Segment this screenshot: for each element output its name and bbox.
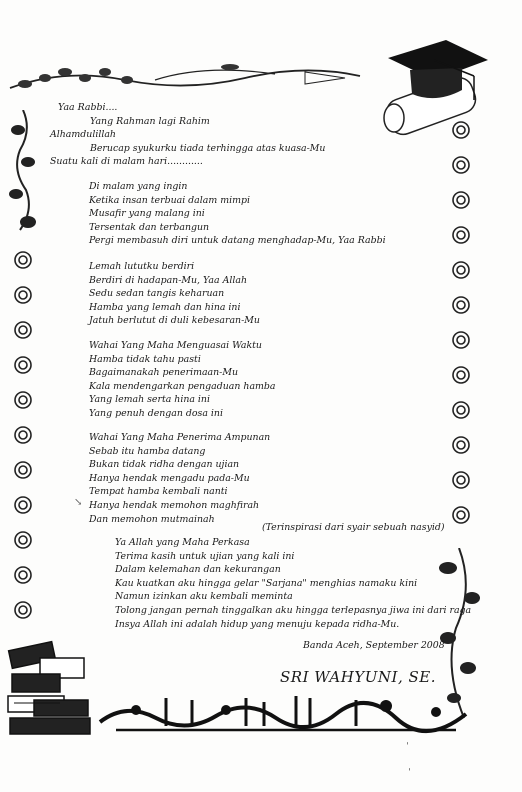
stanza-3: [89, 339, 276, 421]
inspiration-note: (Terinspirasi dari syair sebuah nasyid): [262, 522, 445, 533]
stray-mark: ˈ: [408, 768, 411, 779]
books-icon: [4, 640, 96, 740]
poem-line: Namun izinkan aku kembali meminta: [115, 591, 293, 603]
poem-line: Wahai Yang Maha Menguasai Waktu: [89, 340, 262, 351]
poem-line: Tempat hamba kembali nanti: [89, 486, 228, 498]
poem-line: Hanya hendak memohon maghfirah: [89, 499, 260, 511]
poem-line: Ketika insan terbuai dalam mimpi: [89, 194, 250, 206]
opening-block: [50, 101, 325, 169]
poem-line: Dalam kelemahan dan kekurangan: [115, 564, 281, 576]
poem-line: Berdiri di hadapan-Mu, Yaa Allah: [89, 274, 247, 286]
poem-line: Hanya hendak mengadu pada-Mu: [89, 472, 250, 484]
place-date: Banda Aceh, September 2008: [303, 640, 445, 651]
basmala-calligraphy: [96, 692, 470, 736]
poem-line: Tolong jangan pernah tinggalkan aku hingga terlepasnya jiwa ini dari raga: [115, 604, 472, 616]
poem-line: Yang lemah serta hina ini: [89, 394, 210, 406]
poem-line: Hamba yang lemah dan hina ini: [89, 301, 241, 313]
left-border-ornament: [8, 110, 38, 650]
poem-line: Terima kasih untuk ujian yang kali ini: [115, 550, 295, 562]
closing-block: [115, 536, 471, 631]
poem-line: Kau kuatkan aku hingga gelar "Sarjana" menghias namaku kini: [115, 577, 418, 589]
top-vine-icon: [5, 58, 365, 98]
poem-line: Hamba tidak tahu pasti: [89, 353, 201, 365]
opening-line: Berucap syukurku tiada terhingga atas kuasa-Mu: [90, 142, 326, 154]
stray-mark: ˈ: [406, 742, 409, 753]
poem-line: Pergi membasuh diri untuk datang menghadap-Mu, Yaa Rabbi: [89, 235, 386, 247]
stray-mark: ↘: [74, 497, 83, 508]
poem-line: Sebab itu hamba datang: [89, 445, 206, 457]
opening-line: Suatu kali di malam hari............: [50, 156, 203, 168]
poem-line: Ya Allah yang Maha Perkasa: [115, 537, 250, 548]
signature-name: SRI WAHYUNI, SE.: [280, 668, 436, 686]
opening-line: Alhamdulillah: [50, 129, 116, 141]
poem-line: Dan memohon mutmainah: [89, 513, 215, 525]
poem-line: Sedu sedan tangis keharuan: [89, 288, 225, 300]
poem-line: Bukan tidak ridha dengan ujian: [89, 459, 240, 471]
opening-line: Yang Rahman lagi Rahim: [90, 115, 210, 127]
poem-line: Lemah lututku berdiri: [89, 261, 195, 272]
poem-line: Jatuh berlutut di duli kebesaran-Mu: [89, 315, 260, 327]
poem-line: Yang penuh dengan dosa ini: [89, 407, 223, 419]
poem-line: Tersentak dan terbangun: [89, 221, 210, 233]
opening-line: Yaa Rabbi....: [58, 102, 118, 113]
poem-line: Insya Allah ini adalah hidup yang menuju kepada ridha-Mu.: [115, 618, 400, 630]
poem-line: Di malam yang ingin: [89, 181, 188, 192]
stanza-4: [89, 431, 270, 526]
right-border-ornament: [446, 110, 476, 580]
poem-line: Wahai Yang Maha Penerima Ampunan: [89, 432, 271, 443]
stanza-2: [89, 260, 260, 328]
poem-line: Bagaimanakah penerimaan-Mu: [89, 367, 238, 379]
poem-line: Musafir yang malang ini: [89, 208, 205, 220]
stanza-1: [89, 180, 386, 248]
poem-line: Kala mendengarkan pengaduan hamba: [89, 380, 276, 392]
